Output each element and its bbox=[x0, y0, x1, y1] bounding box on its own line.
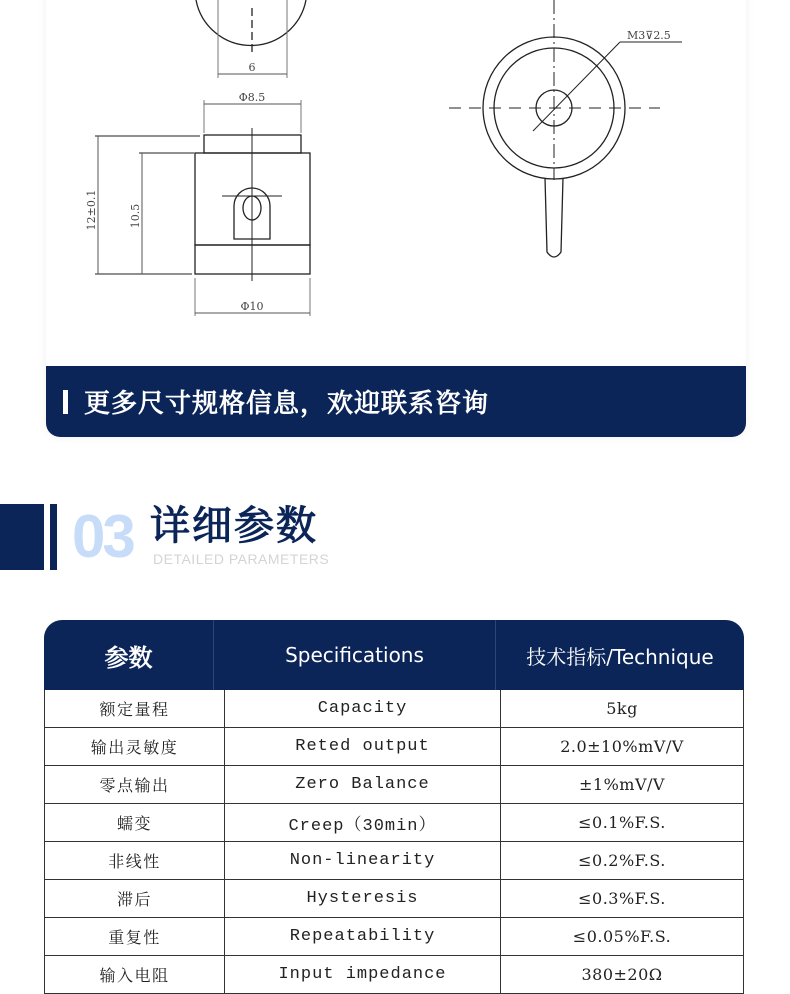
table-header bbox=[44, 620, 744, 690]
cell-spec: Capacity bbox=[225, 690, 501, 727]
cell-spec: Input impedance bbox=[225, 956, 501, 993]
cell-value: 5kg bbox=[606, 699, 638, 718]
dim-label-d10: Φ10 bbox=[240, 300, 264, 313]
table-row bbox=[44, 842, 744, 880]
dim-label-m3: M3⊽2.5 bbox=[627, 29, 671, 42]
top-view-circle bbox=[196, 0, 306, 45]
cell-spec: Creep（30min） bbox=[225, 804, 501, 841]
table-row bbox=[44, 804, 744, 842]
table-row bbox=[44, 956, 744, 994]
cell-value: ≤0.3%F.S. bbox=[578, 889, 666, 908]
header-param: 参数 bbox=[44, 620, 214, 690]
cell-param: 重复性 bbox=[45, 918, 225, 955]
table-body bbox=[44, 690, 744, 994]
cell-value: ±1%mV/V bbox=[579, 775, 665, 794]
cell-value: ≤0.1%F.S. bbox=[578, 813, 666, 832]
cell-value: 2.0±10%mV/V bbox=[560, 737, 684, 756]
parameters-table bbox=[44, 620, 744, 994]
banner-text: 更多尺寸规格信息，欢迎联系咨询 bbox=[84, 389, 490, 419]
cell-param: 输出灵敏度 bbox=[45, 728, 225, 765]
cell-param: 非线性 bbox=[45, 842, 225, 879]
cell-param: 额定量程 bbox=[45, 690, 225, 727]
cell-spec: Hysteresis bbox=[225, 880, 501, 917]
cell-spec: Reted output bbox=[225, 728, 501, 765]
dim-label-d85: Φ8.5 bbox=[238, 91, 266, 104]
contact-banner bbox=[46, 366, 746, 437]
dim-label-12: 12±0.1 bbox=[85, 189, 98, 231]
header-spec: Specifications bbox=[214, 620, 496, 690]
section-accent-block bbox=[0, 504, 44, 570]
table-row bbox=[44, 880, 744, 918]
cell-spec: Zero Balance bbox=[225, 766, 501, 803]
section-accent-bar bbox=[50, 504, 57, 570]
cell-param: 输入电阻 bbox=[45, 956, 225, 993]
cell-param: 蠕变 bbox=[45, 804, 225, 841]
technical-drawing bbox=[0, 0, 790, 366]
section-number: 03 bbox=[72, 503, 133, 570]
header-technique: 技术指标/Technique bbox=[526, 644, 714, 669]
cell-value: ≤0.2%F.S. bbox=[578, 851, 666, 870]
table-row bbox=[44, 690, 744, 728]
cell-param: 零点输出 bbox=[45, 766, 225, 803]
table-row bbox=[44, 728, 744, 766]
table-row bbox=[44, 918, 744, 956]
cell-param: 滞后 bbox=[45, 880, 225, 917]
dim-label-105: 10.5 bbox=[129, 203, 142, 229]
cell-value: 380±20Ω bbox=[581, 965, 663, 984]
section-header bbox=[0, 504, 400, 570]
table-row bbox=[44, 766, 744, 804]
cell-value: ≤0.05%F.S. bbox=[572, 927, 672, 946]
cell-spec: Repeatability bbox=[225, 918, 501, 955]
section-subtitle: DETAILED PARAMETERS bbox=[153, 551, 330, 567]
section-title: 详细参数 bbox=[150, 503, 318, 549]
banner-accent-bar bbox=[63, 390, 68, 414]
cell-spec: Non-linearity bbox=[225, 842, 501, 879]
dim-label-6: 6 bbox=[248, 61, 256, 74]
